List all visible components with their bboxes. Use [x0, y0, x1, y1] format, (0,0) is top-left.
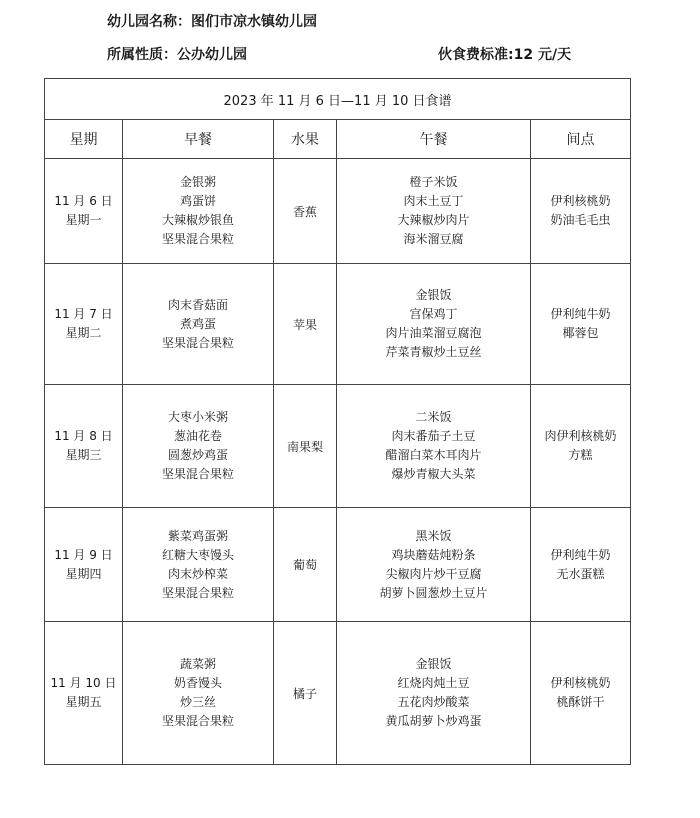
dish: 坚果混合果粒: [161, 467, 234, 481]
fruit-cell: 香蕉: [274, 159, 337, 264]
fruit-cell: 葡萄: [274, 508, 337, 622]
kindergarten-name: [107, 11, 317, 31]
day-cell: [45, 385, 123, 508]
dish: 伊利核桃奶: [550, 194, 611, 208]
dish: 伊利核桃奶: [550, 676, 611, 690]
dish: 金银粥: [179, 175, 216, 189]
dish: 紫菜鸡蛋粥: [167, 528, 228, 543]
dish: 椰蓉包: [562, 326, 599, 340]
weekday-text: 星期四: [65, 566, 102, 581]
dish: 尖椒肉片炒干豆腐: [385, 566, 482, 581]
weekday-text: 星期一: [65, 213, 102, 227]
name-label: 幼儿园名称：: [107, 14, 191, 30]
header-lunch: 午餐: [337, 120, 531, 159]
dish: 宫保鸡丁: [409, 307, 458, 321]
breakfast-cell: [123, 264, 274, 385]
lunch-cell: [337, 508, 531, 622]
kindergarten-type: [107, 44, 247, 64]
dish: 桃酥饼干: [556, 695, 605, 709]
fruit-cell: 苹果: [274, 264, 337, 385]
dish: 红烧肉炖土豆: [397, 676, 470, 690]
date-text: 11 月 9 日: [54, 547, 113, 562]
dish: 伊利纯牛奶: [550, 547, 611, 562]
dish: 葱油花卷: [173, 429, 222, 443]
dish: 爆炒青椒大头菜: [391, 467, 476, 481]
fee-label: 伙食费标准:: [438, 47, 514, 63]
dish: 坚果混合果粒: [161, 585, 234, 600]
day-cell: [45, 159, 123, 264]
weekday-text: 星期五: [65, 695, 102, 709]
table-row: [45, 159, 631, 264]
date-text: 11 月 6 日: [54, 194, 113, 208]
breakfast-cell: [123, 622, 274, 765]
dish: 奶香馒头: [173, 676, 222, 690]
date-text: 11 月 10 日: [50, 676, 117, 690]
dish: 炒三丝: [179, 695, 216, 709]
header-weekday: 星期: [45, 120, 123, 159]
fee-value: 12 元/天: [513, 47, 572, 63]
dish: 胡萝卜圆葱炒土豆片: [379, 585, 488, 600]
day-cell: [45, 264, 123, 385]
weekday-text: 星期二: [65, 326, 102, 340]
dish: 煮鸡蛋: [179, 316, 216, 331]
weekday-text: 星期三: [65, 448, 102, 462]
dish: 蔬菜粥: [179, 657, 216, 671]
dish: 肉末番茄子土豆: [391, 429, 476, 443]
header-fruit: 水果: [274, 120, 337, 159]
lunch-cell: [337, 159, 531, 264]
header-snack: 间点: [531, 120, 631, 159]
dish: 肉末香菇面: [167, 297, 228, 312]
lunch-cell: [337, 264, 531, 385]
dish: 肉伊利核桃奶: [544, 429, 617, 443]
dish: 醋溜白菜木耳肉片: [385, 448, 482, 462]
type-label: 所属性质：: [107, 47, 177, 63]
dish: 肉末土豆丁: [403, 194, 464, 208]
dish: 二米饭: [415, 410, 452, 424]
table-row: [45, 622, 631, 765]
day-cell: [45, 622, 123, 765]
dish: 芹菜青椒炒土豆丝: [385, 345, 482, 359]
dish: 金银饭: [415, 288, 452, 302]
dish: 红糖大枣馒头: [161, 547, 234, 562]
day-cell: [45, 508, 123, 622]
dish: 大枣小米粥: [167, 410, 228, 424]
type-value: 公办幼儿园: [177, 47, 247, 63]
snack-cell: [531, 508, 631, 622]
dish: 橙子米饭: [409, 175, 458, 189]
menu-title-row: [45, 79, 631, 120]
fruit-cell: 南果梨: [274, 385, 337, 508]
snack-cell: [531, 264, 631, 385]
date-text: 11 月 7 日: [54, 307, 113, 321]
breakfast-cell: [123, 159, 274, 264]
dish: 黄瓜胡萝卜炒鸡蛋: [385, 714, 482, 728]
table-row: [45, 508, 631, 622]
table-row: [45, 385, 631, 508]
dish: 金银饭: [415, 657, 452, 671]
dish: 黑米饭: [415, 528, 452, 543]
dish: 大辣椒炒银鱼: [161, 213, 234, 227]
breakfast-cell: [123, 508, 274, 622]
dish: 肉末炒榨菜: [167, 566, 228, 581]
date-text: 11 月 8 日: [54, 429, 113, 443]
dish: 方糕: [568, 448, 593, 462]
name-value: 图们市凉水镇幼儿园: [191, 14, 317, 30]
dish: 五花肉炒酸菜: [397, 695, 470, 709]
dish: 坚果混合果粒: [161, 335, 234, 350]
dish: 伊利纯牛奶: [550, 307, 611, 321]
dish: 大辣椒炒肉片: [397, 213, 470, 227]
weekly-menu-table: [44, 78, 631, 765]
dish: 肉片油菜溜豆腐泡: [385, 326, 482, 340]
column-header-row: [45, 120, 631, 159]
table-row: [45, 264, 631, 385]
dish: 奶油毛毛虫: [550, 213, 611, 227]
lunch-cell: [337, 622, 531, 765]
dish: 坚果混合果粒: [161, 232, 234, 246]
lunch-cell: [337, 385, 531, 508]
fruit-cell: 橘子: [274, 622, 337, 765]
dish: 海米溜豆腐: [403, 232, 464, 246]
snack-cell: [531, 622, 631, 765]
snack-cell: [531, 159, 631, 264]
meal-fee-standard: [438, 44, 571, 64]
header-breakfast: 早餐: [123, 120, 274, 159]
menu-title: 2023 年 11 月 6 日—11 月 10 日食谱: [45, 79, 631, 120]
dish: 鸡块蘑菇炖粉条: [391, 547, 476, 562]
breakfast-cell: [123, 385, 274, 508]
dish: 无水蛋糕: [556, 566, 605, 581]
dish: 坚果混合果粒: [161, 714, 234, 728]
dish: 圆葱炒鸡蛋: [167, 448, 228, 462]
dish: 鸡蛋饼: [179, 194, 216, 208]
snack-cell: [531, 385, 631, 508]
